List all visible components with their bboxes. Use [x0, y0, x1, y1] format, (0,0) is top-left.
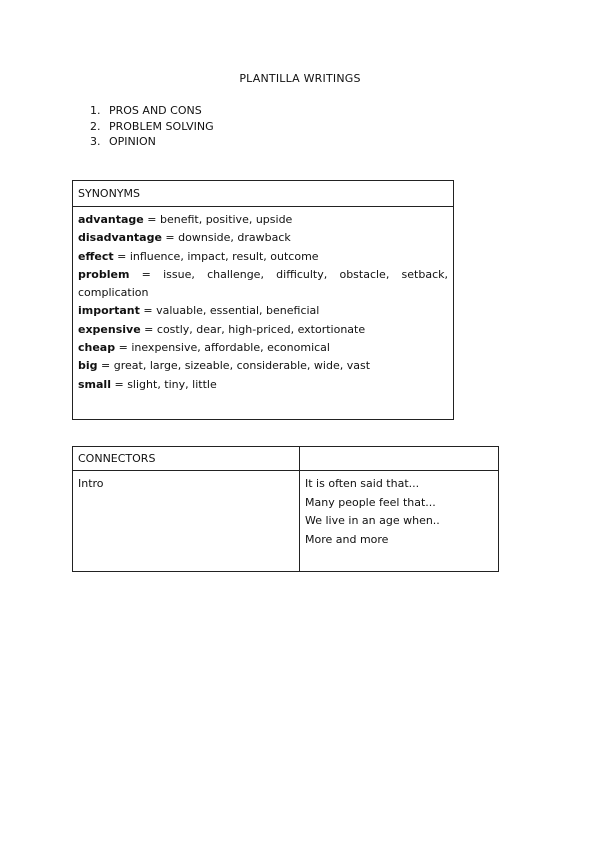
synonyms-header: SYNONYMS — [73, 181, 454, 207]
synonym-entry — [78, 357, 448, 375]
list-number: 2. — [90, 119, 101, 133]
connector-phrases — [300, 471, 499, 572]
synonym-defs: downside, drawback — [178, 231, 291, 245]
synonym-term: disadvantage — [78, 231, 162, 245]
synonym-entry — [78, 229, 448, 247]
connector-phrase: We live in an age when.. — [305, 514, 440, 527]
synonym-term: problem — [78, 267, 130, 281]
synonyms-body — [73, 207, 454, 420]
synonym-sep: = — [129, 267, 164, 281]
synonym-sep: = — [115, 341, 132, 355]
synonym-defs: benefit, positive, upside — [159, 213, 293, 226]
synonym-sep: = — [140, 322, 157, 336]
synonym-entry — [78, 339, 448, 357]
synonym-entry — [78, 211, 448, 229]
list-item — [90, 103, 214, 119]
list-number: 3. — [90, 135, 101, 148]
synonym-entry — [78, 266, 448, 303]
synonym-defs: slight, tiny, little — [127, 377, 217, 391]
connectors-table — [72, 446, 499, 572]
synonym-term: expensive — [78, 322, 141, 336]
synonym-entry — [78, 248, 448, 266]
synonym-defs: costly, dear, high-priced, extortionate — [156, 322, 366, 336]
synonym-entry — [78, 302, 448, 320]
synonym-sep: = — [113, 249, 130, 263]
list-number: 1. — [90, 104, 101, 117]
synonyms-table — [72, 180, 454, 420]
table-row — [73, 471, 499, 572]
synonym-term: big — [78, 359, 98, 373]
synonym-term: important — [78, 304, 140, 318]
connectors-header-right — [300, 447, 499, 471]
synonym-sep: = — [139, 304, 157, 318]
synonym-defs: great, large, sizeable, considerable, wide, vast — [113, 359, 371, 373]
synonym-entry — [78, 321, 448, 339]
synonym-defs: issue, challenge, difficulty, obstacle, setback, complication — [78, 267, 448, 300]
synonym-sep: = — [143, 213, 160, 226]
synonym-sep: = — [110, 377, 128, 391]
synonym-term: cheap — [78, 341, 116, 355]
connector-phrase: More and more — [305, 532, 389, 546]
connectors-header: CONNECTORS — [73, 447, 300, 471]
synonym-term: advantage — [78, 213, 144, 226]
list-label: PROBLEM SOLVING — [109, 119, 214, 133]
page-title: PLANTILLA WRITINGS — [239, 72, 361, 85]
synonym-term: effect — [78, 249, 114, 263]
list-label: PROS AND CONS — [109, 104, 202, 117]
connector-section: Intro — [73, 471, 300, 572]
list-label: OPINION — [109, 135, 156, 148]
synonym-defs: valuable, essential, beneficial — [156, 304, 320, 318]
synonym-sep: = — [161, 231, 179, 245]
connector-phrase: Many people feel that... — [305, 495, 436, 509]
synonym-defs: influence, impact, result, outcome — [129, 249, 319, 263]
list-item — [90, 119, 214, 135]
synonym-defs: inexpensive, affordable, economical — [131, 341, 330, 355]
connector-phrase: It is often said that... — [305, 477, 420, 490]
writing-types-list — [90, 103, 214, 150]
list-item — [90, 134, 214, 150]
synonym-sep: = — [97, 359, 114, 373]
synonym-term: small — [78, 377, 111, 391]
synonym-entry — [78, 376, 448, 394]
